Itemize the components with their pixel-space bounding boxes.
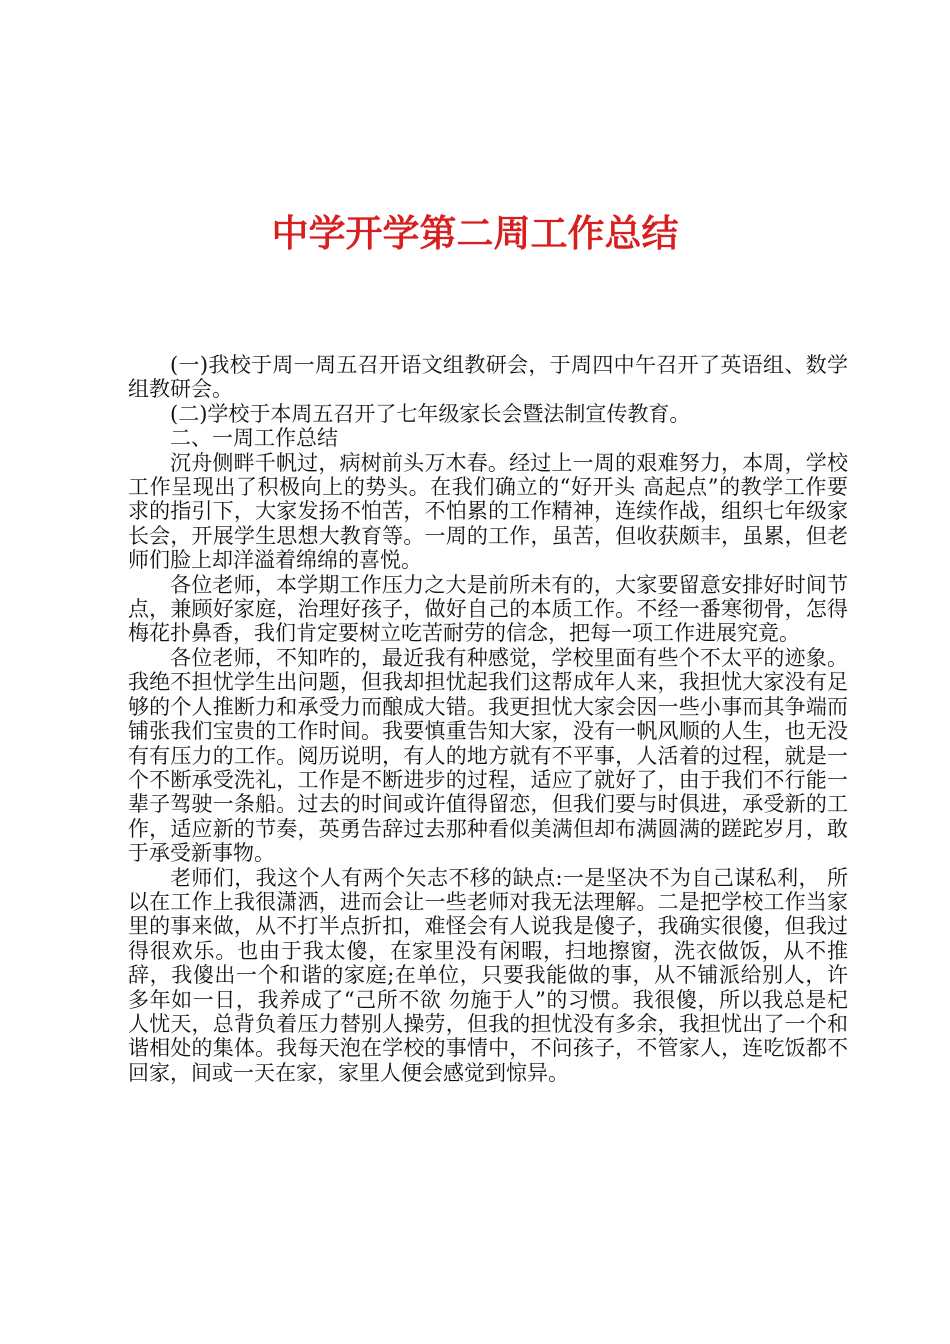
paragraph: (二)学校于本周五召开了七年级家长会暨法制宣传教育。 bbox=[170, 401, 691, 426]
paragraph: (一)我校于周一周五召开语文组教研会，于周四中午召开了英语组、数学组教研会。 bbox=[128, 353, 848, 402]
paragraph: 沉舟侧畔千帆过，病树前头万木春。经过上一周的艰难努力，本周，学校工作呈现出了积极向上的势头。在我们确立的“好开头 高起点”的教学工作要求的指引下，大家发扬不怕苦，不怕累的工作精神，连续作战，组织七年级家长会，开展学生思想大教育等。一周的工作，虽苦，但收获颇丰，虽累，但老师们脸上却洋溢着绵绵的喜悦。 bbox=[128, 450, 848, 573]
paragraph: 各位老师，本学期工作压力之大是前所未有的，大家要留意安排好时间节点，兼顾好家庭，治理好孩子，做好自己的本质工作。不经一番寒彻骨，怎得梅花扑鼻香，我们肯定要树立吃苦耐劳的信念，把每一项工作进展究竟。 bbox=[128, 572, 848, 646]
section-heading: 二、一周工作总结 bbox=[170, 426, 338, 451]
paragraph: 各位老师，不知咋的，最近我有种感觉，学校里面有些个不太平的迹象。我绝不担忧学生出问题，但我却担忧起我们这帮成年人来，我担忧大家没有足够的个人推断力和承受力而酿成大错。我更担忧大家会因一些小事而其争端而铺张我们宝贵的工作时间。我要慎重告知大家，没有一帆风顺的人生，也无没有有压力的工作。阅历说明，有人的地方就有不平事，人活着的过程，就是一个不断承受洗礼，工作是不断进步的过程，适应了就好了，由于我们不行能一辈子驾驶一条船。过去的时间或许值得留恋，但我们要与时俱进，承受新的工作，适应新的节奏，英勇告辞过去那种看似美满但却布满圆满的蹉跎岁月，敢于承受新事物。 bbox=[128, 645, 848, 866]
paragraph: 老师们，我这个人有两个矢志不移的缺点:一是坚决不为自己谋私利， 所以在工作上我很潇洒，进而会让一些老师对我无法理解。二是把学校工作当家里的事来做，从不打半点折扣，难怪会有人说我是傻子，我确实很傻，但我过得很欢乐。也由于我太傻，在家里没有闲暇，扫地擦窗，洗衣做饭，从不推辞，我傻出一个和谐的家庭;在单位，只要我能做的事，从不铺派给别人，许多年如一日，我养成了“己所不欲 勿施于人”的习惯。我很傻，所以我总是杞人忧天，总背负着压力替别人操劳，但我的担忧没有多余，我担忧出了一个和谐相处的集体。我每天泡在学校的事情中，不问孩子，不管家人，连吃饭都不回家，间或一天在家，家里人便会感觉到惊异。 bbox=[128, 865, 848, 1085]
document-body bbox=[128, 353, 848, 1085]
document-title: 中学开学第二周工作总结 bbox=[271, 211, 679, 255]
